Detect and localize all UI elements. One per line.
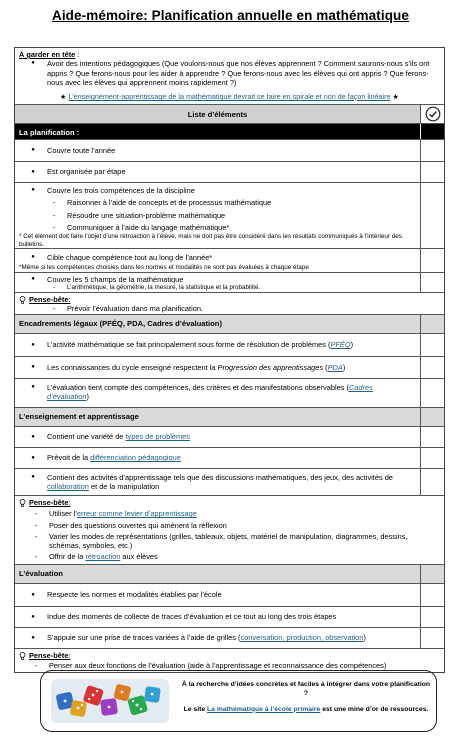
list-item: ● Respecte les normes et modalités établies par l’école bbox=[15, 583, 444, 606]
checkbox-cell[interactable] bbox=[420, 427, 444, 447]
retroaction-link[interactable]: rétroaction bbox=[85, 552, 121, 562]
bullet-icon: ● bbox=[31, 433, 35, 440]
checkbox-cell[interactable] bbox=[420, 379, 444, 407]
page-title: Aide-mémoire: Planification annuelle en mathématique bbox=[51, 8, 410, 23]
list-item: ● L’évaluation tient compte des compétences, des critères et des manifestations observables (Cadres d’évaluation) bbox=[15, 378, 444, 407]
bullet-icon: ● bbox=[31, 276, 35, 282]
section-evaluation bbox=[15, 564, 444, 583]
checklist-table bbox=[14, 47, 445, 673]
checkbox-cell[interactable] bbox=[420, 162, 444, 182]
bullet-icon: ● bbox=[31, 364, 35, 371]
list-item: ● Cible chaque compétence tout au long de l’année* *Même si les compétences choisies dans les normes et modalités ne sont pas évaluées à chaque étape bbox=[15, 248, 444, 272]
footnote: * Cet élément doit faire l’objet d’une rétroaction à l’élève, mais ne doit pas être considéré dans les résultats communiqués à l’intérieur des bulletins. bbox=[19, 233, 402, 248]
checkbox-cell[interactable] bbox=[420, 140, 444, 161]
bullet-icon: ● bbox=[31, 454, 35, 461]
differenciation-link[interactable]: différenciation pédagogique bbox=[90, 453, 181, 463]
bullet-icon: ● bbox=[31, 60, 35, 67]
star-icon: ★ bbox=[392, 92, 399, 101]
callout-text: À la recherche d’idées concrètes et faciles à intégrer dans votre planification ? Le site La mathématique à l’école primaire est une mine d’or de ressources. bbox=[181, 681, 431, 713]
lightbulb-icon bbox=[19, 499, 26, 507]
checkbox-cell[interactable] bbox=[420, 273, 444, 292]
checkbox-cell[interactable] bbox=[420, 607, 444, 627]
list-item: ● L’activité mathématique se fait principalement sous forme de résolution de problèmes (PFÉQ) bbox=[15, 333, 444, 356]
checkbox-cell[interactable] bbox=[420, 183, 444, 248]
liste-label: Liste d’éléments bbox=[187, 110, 248, 119]
dice-image bbox=[51, 679, 169, 723]
footnote: *Même si les compétences choisies dans les normes et modalités ne sont pas évaluées à chaque étape bbox=[19, 264, 309, 272]
list-item: ● Les connaissances du cycle enseigné respectent la Progression des apprentissages (PDA) bbox=[15, 356, 444, 378]
types-problemes-link[interactable]: types de problèmes bbox=[125, 432, 190, 442]
bullet-icon: ● bbox=[31, 613, 35, 620]
bullet-icon: ● bbox=[31, 147, 35, 154]
spiral-link[interactable]: L’enseignement-apprentissage de la mathématique devrait se faire en spirale et non de façon linéaire bbox=[68, 92, 391, 101]
garder-heading: À garder en tête bbox=[19, 50, 76, 59]
check-circle-icon bbox=[420, 105, 444, 123]
bullet-icon: ● bbox=[31, 254, 35, 260]
list-item: ● Couvre les 5 champs de la mathématique - L’arithmétique, la géométrie, la mesure, la statistique et la probabilité. bbox=[15, 272, 444, 292]
bullet-icon: ● bbox=[31, 474, 35, 480]
garder-row: À garder en tête : ● Avoir des intentions pédagogiques (Que voulons-nous que nos élèves apprennent ? Comment saurons-nous s’ils ont appris ? Que ferons-nous pour les aider à apprendre ? Que ferons-nous avec les élèves qui ont appris ? Que ferons-nous avec les élèves qui apprennent moins rapidement ?) ★ L’enseignement-apprentissage de la mathématique devrait se faire en spirale et non de façon linéaire ★ bbox=[15, 48, 444, 104]
bullet-icon: ● bbox=[31, 634, 35, 641]
checkbox-cell[interactable] bbox=[420, 357, 444, 378]
list-item: ● Contient une variété de types de problèmes bbox=[15, 426, 444, 447]
section-heading: L’évaluation bbox=[19, 569, 63, 578]
liste-header-row bbox=[15, 104, 444, 123]
erreur-link[interactable]: erreur comme levier d’apprentissage bbox=[76, 509, 197, 519]
list-item: ● Contient des activités d’apprentissage tels que des discussions mathématiques, des jeux, des activités de collaboration et de la manipulation bbox=[15, 468, 444, 495]
lightbulb-icon bbox=[19, 652, 26, 660]
list-item: ● Indue des moments de collecte de traces d’évaluation et ce tout au long des trois étapes bbox=[15, 606, 444, 627]
pense-bete-evaluation: Pense-bête : - Penser aux deux fonctions de l’évaluation (aide à l’apprentissage et reconnaissance des compétences) bbox=[15, 648, 444, 672]
checkbox-cell[interactable] bbox=[420, 628, 444, 648]
pfeq-link[interactable]: PFÉQ bbox=[330, 340, 351, 350]
list-item: ● Couvre toute l’année bbox=[15, 139, 444, 161]
garder-item: ● Avoir des intentions pédagogiques (Que voulons-nous que nos élèves apprennent ? Comment saurons-nous s’ils ont appris ? Que ferons-nous pour les aider à apprendre ? Que ferons-nous avec les élèves qui ont appris ? Que ferons-nous avec les élèves qui apprennent moins rapidement ?) bbox=[19, 59, 440, 87]
section-planification bbox=[15, 123, 444, 139]
checkbox-cell[interactable] bbox=[420, 448, 444, 468]
cadres-evaluation-link[interactable]: Cadres d’évaluation bbox=[47, 383, 373, 402]
grilles-link[interactable]: conversation, production, observation bbox=[240, 633, 364, 643]
resource-callout bbox=[40, 670, 437, 732]
list-item: ● Est organisée par étape bbox=[15, 161, 444, 182]
star-icon: ★ bbox=[60, 92, 67, 101]
section-enseignement bbox=[15, 407, 444, 426]
pense-bete-enseignement: Pense-bête : - Utiliser l’erreur comme levier d’apprentissage - Poser des questions ouvertes qui amènent la réflexion - Varier les modes de représentations (grilles, tableaux, objets, matériel de manipulation, diagrammes, dessins, schémas, symboles, etc.) - Offrir de la rétroaction aux élèves bbox=[15, 495, 444, 564]
bullet-icon: ● bbox=[31, 341, 35, 348]
spiral-line bbox=[19, 92, 440, 101]
list-item: ● Couvre les trois compétences de la discipline - Raisonner à l’aide de concepts et de processus mathématique - Résoudre une situation-problème mathématique - Communiquer à l’aide du langage mathématique* * Cet élément doit faire l’objet d’une rétroaction à l’élève, mais ne doit pas être considéré dans les résultats communiqués à l’intérieur des bulletins. bbox=[15, 182, 444, 248]
lightbulb-icon bbox=[19, 296, 26, 304]
section-encadrements bbox=[15, 314, 444, 333]
bullet-icon: ● bbox=[31, 187, 35, 193]
collaboration-link[interactable]: collaboration bbox=[47, 482, 89, 492]
list-item: ● Prévoit de la différenciation pédagogique bbox=[15, 447, 444, 468]
bullet-icon: ● bbox=[31, 384, 35, 390]
section-heading: L’enseignement et apprentissage bbox=[19, 412, 139, 421]
checkbox-cell[interactable] bbox=[420, 334, 444, 356]
checkbox-cell[interactable] bbox=[420, 584, 444, 606]
pda-link[interactable]: PDA bbox=[327, 362, 343, 372]
site-link[interactable]: La mathématique à l’école primaire bbox=[207, 705, 321, 713]
checkbox-cell[interactable] bbox=[420, 469, 444, 495]
checkbox-cell[interactable] bbox=[420, 249, 444, 272]
list-item: ● S’appuie sur une prise de traces variées à l’aide de grilles (conversation, production, observation) bbox=[15, 627, 444, 648]
bullet-icon: ● bbox=[31, 591, 35, 598]
pense-bete-planification: Pense-bête : - Prévoir l’évaluation dans ma planification. bbox=[15, 292, 444, 314]
section-heading: Encadrements légaux (PFÉQ, PDA, Cadres d’évaluation) bbox=[19, 319, 222, 328]
section-heading: La planification : bbox=[19, 128, 80, 137]
bullet-icon: ● bbox=[31, 168, 35, 175]
